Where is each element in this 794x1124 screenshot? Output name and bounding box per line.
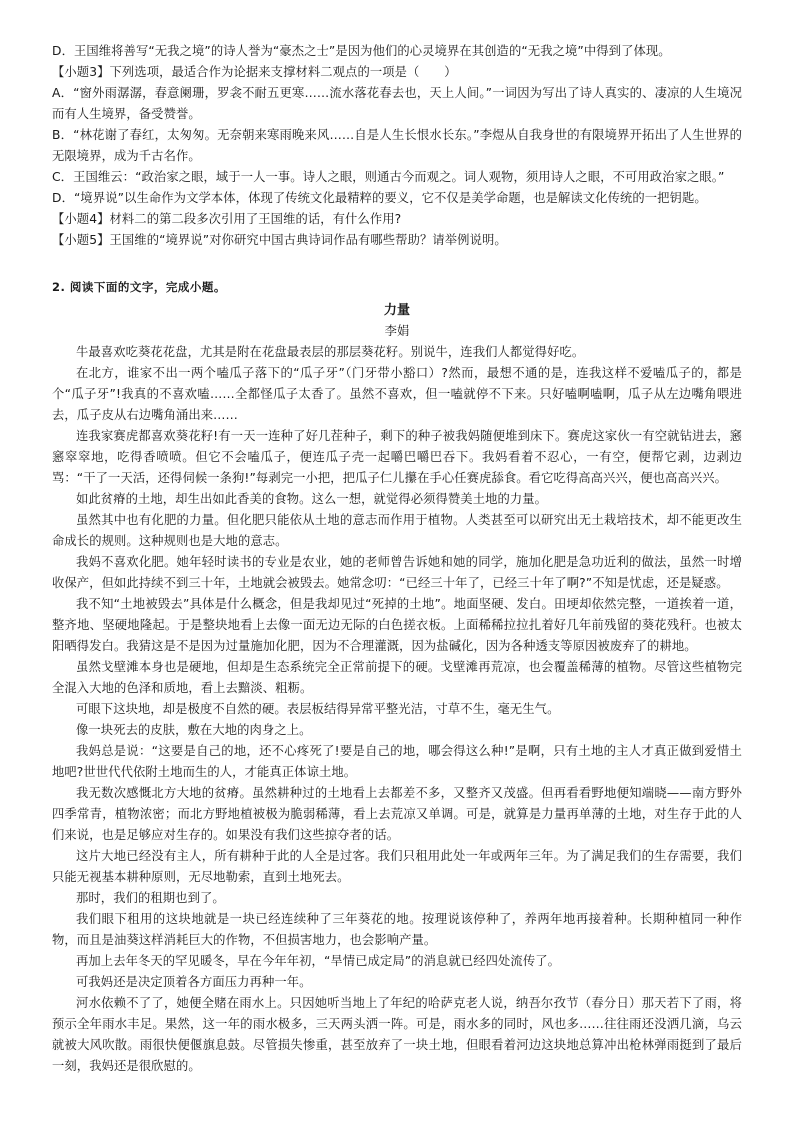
section-heading: 2. 阅读下面的文字，完成小题。 (52, 280, 226, 294)
option-a: A．“窗外雨潺潺，春意阑珊，罗衾不耐五更寒……流水落花春去也，天上人间。”一词因为写出了诗人真实的、凄凉的人生境况而有人生境界，备受赞誉。 (52, 86, 742, 121)
paragraph: 连我家赛虎都喜欢葵花籽!有一天一连种了好几茬种子，剩下的种子被我妈随便堆到床下。赛虎这家伙一有空就钻进去，窸窸窣窣地，吃得香喷喷。但它不会嗑瓜子，便连瓜子壳一起嚼巴嚼巴吞下。我妈看着不忍心，一有空，便帮它剥，边剥边骂：“干了一天活，还得伺候一条狗!”每剥完一小把，把瓜子仁儿攥在手心任赛虎舔食。看它吃得高高兴兴，便也高高兴兴。 (52, 429, 742, 485)
paragraph: 如此贫瘠的土地，却生出如此香美的食物。这么一想，就觉得必须得赞美土地的力量。 (76, 492, 548, 506)
question-4: 【小题4】材料二的第二段多次引用了王国维的话，有什么作用? (52, 212, 402, 226)
paragraph: 我不知“土地被毁去”具体是什么概念，但是我却见过“死掉的土地”。地面坚硬、发白。田埂却依然完整，一道挨着一道，整齐地、坚硬地隆起。于是整块地看上去像一面无边无际的白色搓衣板。上面稀稀拉拉扎着好几年前残留的葵花残秆。也被太阳晒得发白。我猜这是不是因为过量施加化肥，因为不合理灌溉，因为盐碱化，因为各种透支等原因被废弃了的耕地。 (52, 597, 742, 653)
paragraph: 在北方，谁家不出一两个嗑瓜子落下的“瓜子牙”（门牙带小豁口）?然而，最想不通的是，连我这样不爱嗑瓜子的，都是个“瓜子牙”!我真的不喜欢嗑……全都怪瓜子太香了。虽然不喜欢，但一嗑就停不下来。只好嗑啊嗑啊，瓜子从左边嘴角喂进去，瓜子皮从右边嘴角涌出来…… (52, 366, 742, 422)
paragraph: 河水依赖不了了，她便全赌在雨水上。只因她听当地上了年纪的哈萨克老人说，纳吾尔孜节（春分日）那天若下了雨，将预示全年雨水丰足。果然，这一年的雨水极多，三天两头洒一阵。可是，雨水多的同时，风也多……往往雨还没洒几滴，乌云就被大风吹散。雨很快便偃旗息鼓。尽管损失惨重，甚至放弃了一块土地，但眼看着河边这块地总算冲出枪林弹雨挺到了最后一刻，我妈还是很欣慰的。 (52, 996, 742, 1073)
option-d: D．“境界说”以生命作为文学本体，体现了传统文化最精粹的要义，它不仅是美学命题，也是解读文化传统的一把钥匙。 (52, 191, 707, 205)
paragraph: 可眼下这块地，却是极度不自然的硬。表层板结得异常平整光洁，寸草不生，毫无生气。 (76, 702, 560, 716)
article-title: 力量 (383, 303, 411, 318)
paragraph: 再加上去年冬天的罕见暖冬，早在今年年初，“旱情已成定局”的消息就已经四处流传了。 (76, 954, 561, 968)
paragraph: 我们眼下租用的这块地就是一块已经连续种了三年葵花的地。按理说该停种了，养两年地再接着种。长期种植同一种作物，而且是油葵这样消耗巨大的作物，不但损害地力，也会影响产量。 (52, 912, 742, 947)
paragraph: 我妈总是说：“这要是自己的地，还不心疼死了!要是自己的地，哪会得这么种!”是啊，只有土地的主人才真正做到爱惜土地吧?世世代代依附土地而生的人，才能真正体谅土地。 (52, 744, 742, 779)
paragraph: 可我妈还是决定顶着各方面压力再种一年。 (76, 975, 312, 989)
paragraph: 我妈不喜欢化肥。她年轻时读书的专业是农业，她的老师曾告诉她和她的同学，施加化肥是急功近利的做法，虽然一时增收保产，但如此持续不到三十年，土地就会被毁去。她常念叨：“已经三十年了，已经三十年了啊?”不知是忧虑，还是疑惑。 (52, 555, 742, 590)
question-5: 【小题5】王国维的“境界说”对你研究中国古典诗词作品有哪些帮助？请举例说明。 (52, 233, 507, 247)
option-c: C．王国维云：“政治家之眼，域于一人一事。诗人之眼，则通古今而观之。词人观物，须用诗人之眼，不可用政治家之眼。” (52, 170, 725, 184)
paragraph: 那时，我们的租期也到了。 (76, 891, 225, 905)
paragraph: 牛最喜欢吃葵花花盘，尤其是附在花盘最表层的那层葵花籽。别说牛，连我们人都觉得好吃。 (76, 345, 585, 359)
paragraph: 像一块死去的皮肤，敷在大地的肉身之上。 (76, 723, 312, 737)
paragraph: 这片大地已经没有主人，所有耕种于此的人全是过客。我们只租用此处一年或两年三年。为了满足我们的生存需要，我们只能无视基本耕种原则，无尽地勒索，直到土地死去。 (52, 849, 742, 884)
option-d-prev: D．王国维将善写“无我之境”的诗人誉为“豪杰之士”是因为他们的心灵境界在其创造的“无我之境”中得到了体现。 (52, 44, 671, 58)
paragraph: 我无数次感慨北方大地的贫瘠。虽然耕种过的土地看上去都差不多，又整齐又茂盛。但再看看野地便知端晓——南方野外四季常青，植物浓密；而北方野地植被极为脆弱稀薄，看上去荒凉又单调。可是，就算是力量再单薄的土地，对生存于此的人们来说，也是足够应对生存的。如果没有我们这些掠夺者的话。 (52, 786, 742, 842)
article-author: 李娟 (384, 324, 410, 338)
paragraph: 虽然其中也有化肥的力量。但化肥只能依从土地的意志而作用于植物。人类甚至可以研究出无土栽培技术，却不能更改生命成长的规则。这种规则也是大地的意志。 (52, 513, 742, 548)
question-3: 【小题3】下列选项，最适合作为论据来支撑材料二观点的一项是（ ） (52, 65, 457, 79)
paragraph: 虽然戈壁滩本身也是硬地，但却是生态系统完全正常前提下的硬。戈壁滩再荒凉，也会覆盖稀薄的植物。尽管这些植物完全混入大地的色泽和质地，看上去黯淡、粗粝。 (52, 660, 742, 695)
option-b: B．“林花谢了春红，太匆匆。无奈朝来寒雨晚来风……自是人生长恨水长东。”李煜从自我身世的有限境界开拓出了人生世界的无限境界，成为千古名作。 (52, 128, 742, 163)
